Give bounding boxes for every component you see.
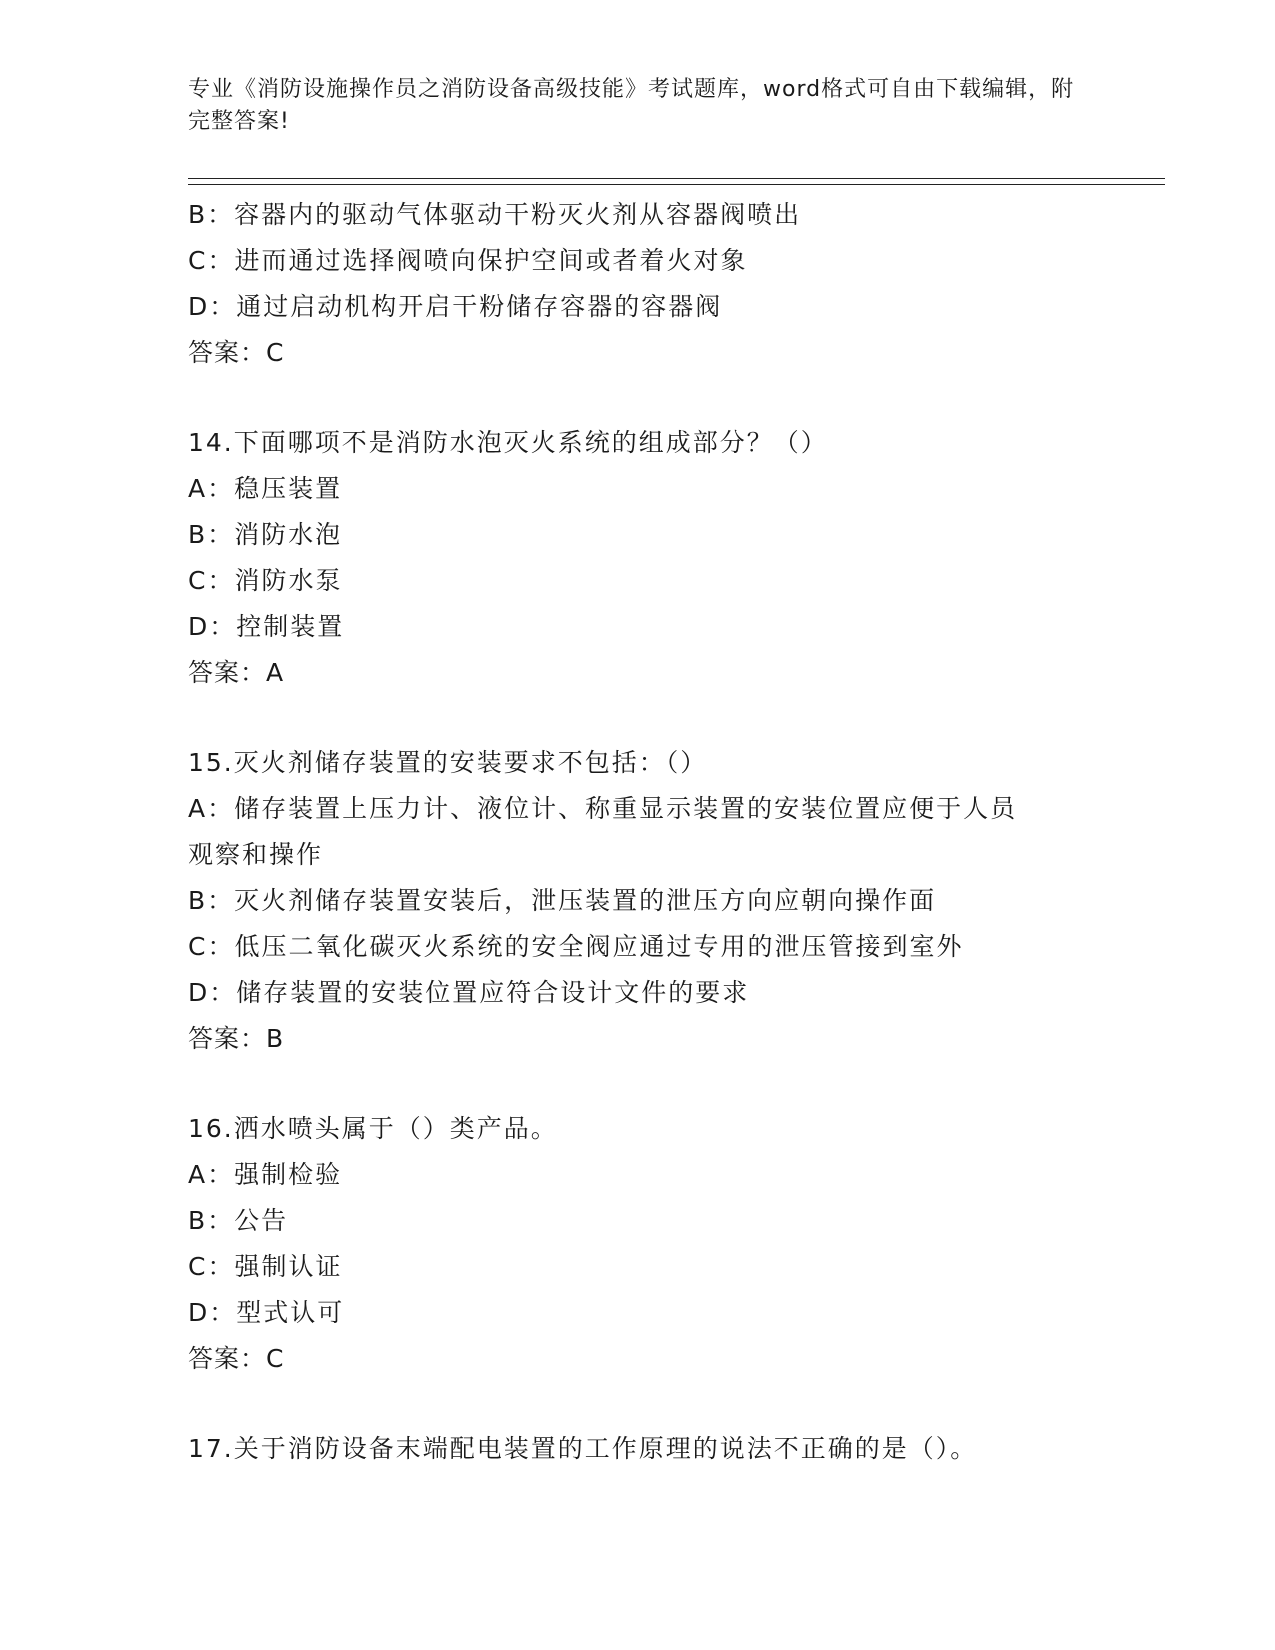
option-c: C：低压二氧化碳灭火系统的安全阀应通过专用的泄压管接到室外 [188,932,964,961]
document-header: 专业《消防设施操作员之消防设备高级技能》考试题库，word格式可自由下载编辑，附完整答案! [188,77,1075,134]
option-b: B：灭火剂储存装置安装后，泄压装置的泄压方向应朝向操作面 [188,886,937,915]
question-content [188,192,1088,1472]
question-text: 15.灭火剂储存装置的安装要求不包括：（） [188,748,708,777]
option-d: D：型式认可 [188,1298,345,1327]
header-divider-top [188,178,1165,179]
option-b: B：消防水泡 [188,520,343,549]
question-text: 14.下面哪项不是消防水泡灭火系统的组成部分？（） [188,428,828,457]
answer-line: 答案：B [188,1024,285,1053]
answer-line: 答案：A [188,658,285,687]
header-divider-bottom [188,184,1165,185]
option-a: A：稳压装置 [188,474,343,503]
option-d: D：通过启动机构开启干粉储存容器的容器阀 [188,292,723,321]
option-b: B：公告 [188,1206,289,1235]
question-text: 17.关于消防设备末端配电装置的工作原理的说法不正确的是（）。 [188,1434,978,1463]
option-c: C：消防水泵 [188,566,343,595]
option-a: A：储存装置上压力计、液位计、称重显示装置的安装位置应便于人员 [188,794,1018,823]
question-text: 16.洒水喷头属于（）类产品。 [188,1114,558,1143]
option-a: A：强制检验 [188,1160,343,1189]
option-d: D：控制装置 [188,612,345,641]
option-a-continued: 观察和操作 [188,840,324,869]
answer-line: 答案：C [188,338,285,367]
answer-line: 答案：C [188,1344,285,1373]
option-c: C：进而通过选择阀喷向保护空间或者着火对象 [188,246,748,275]
option-d: D：储存装置的安装位置应符合设计文件的要求 [188,978,750,1007]
option-c: C：强制认证 [188,1252,343,1281]
option-b: B：容器内的驱动气体驱动干粉灭火剂从容器阀喷出 [188,200,802,229]
